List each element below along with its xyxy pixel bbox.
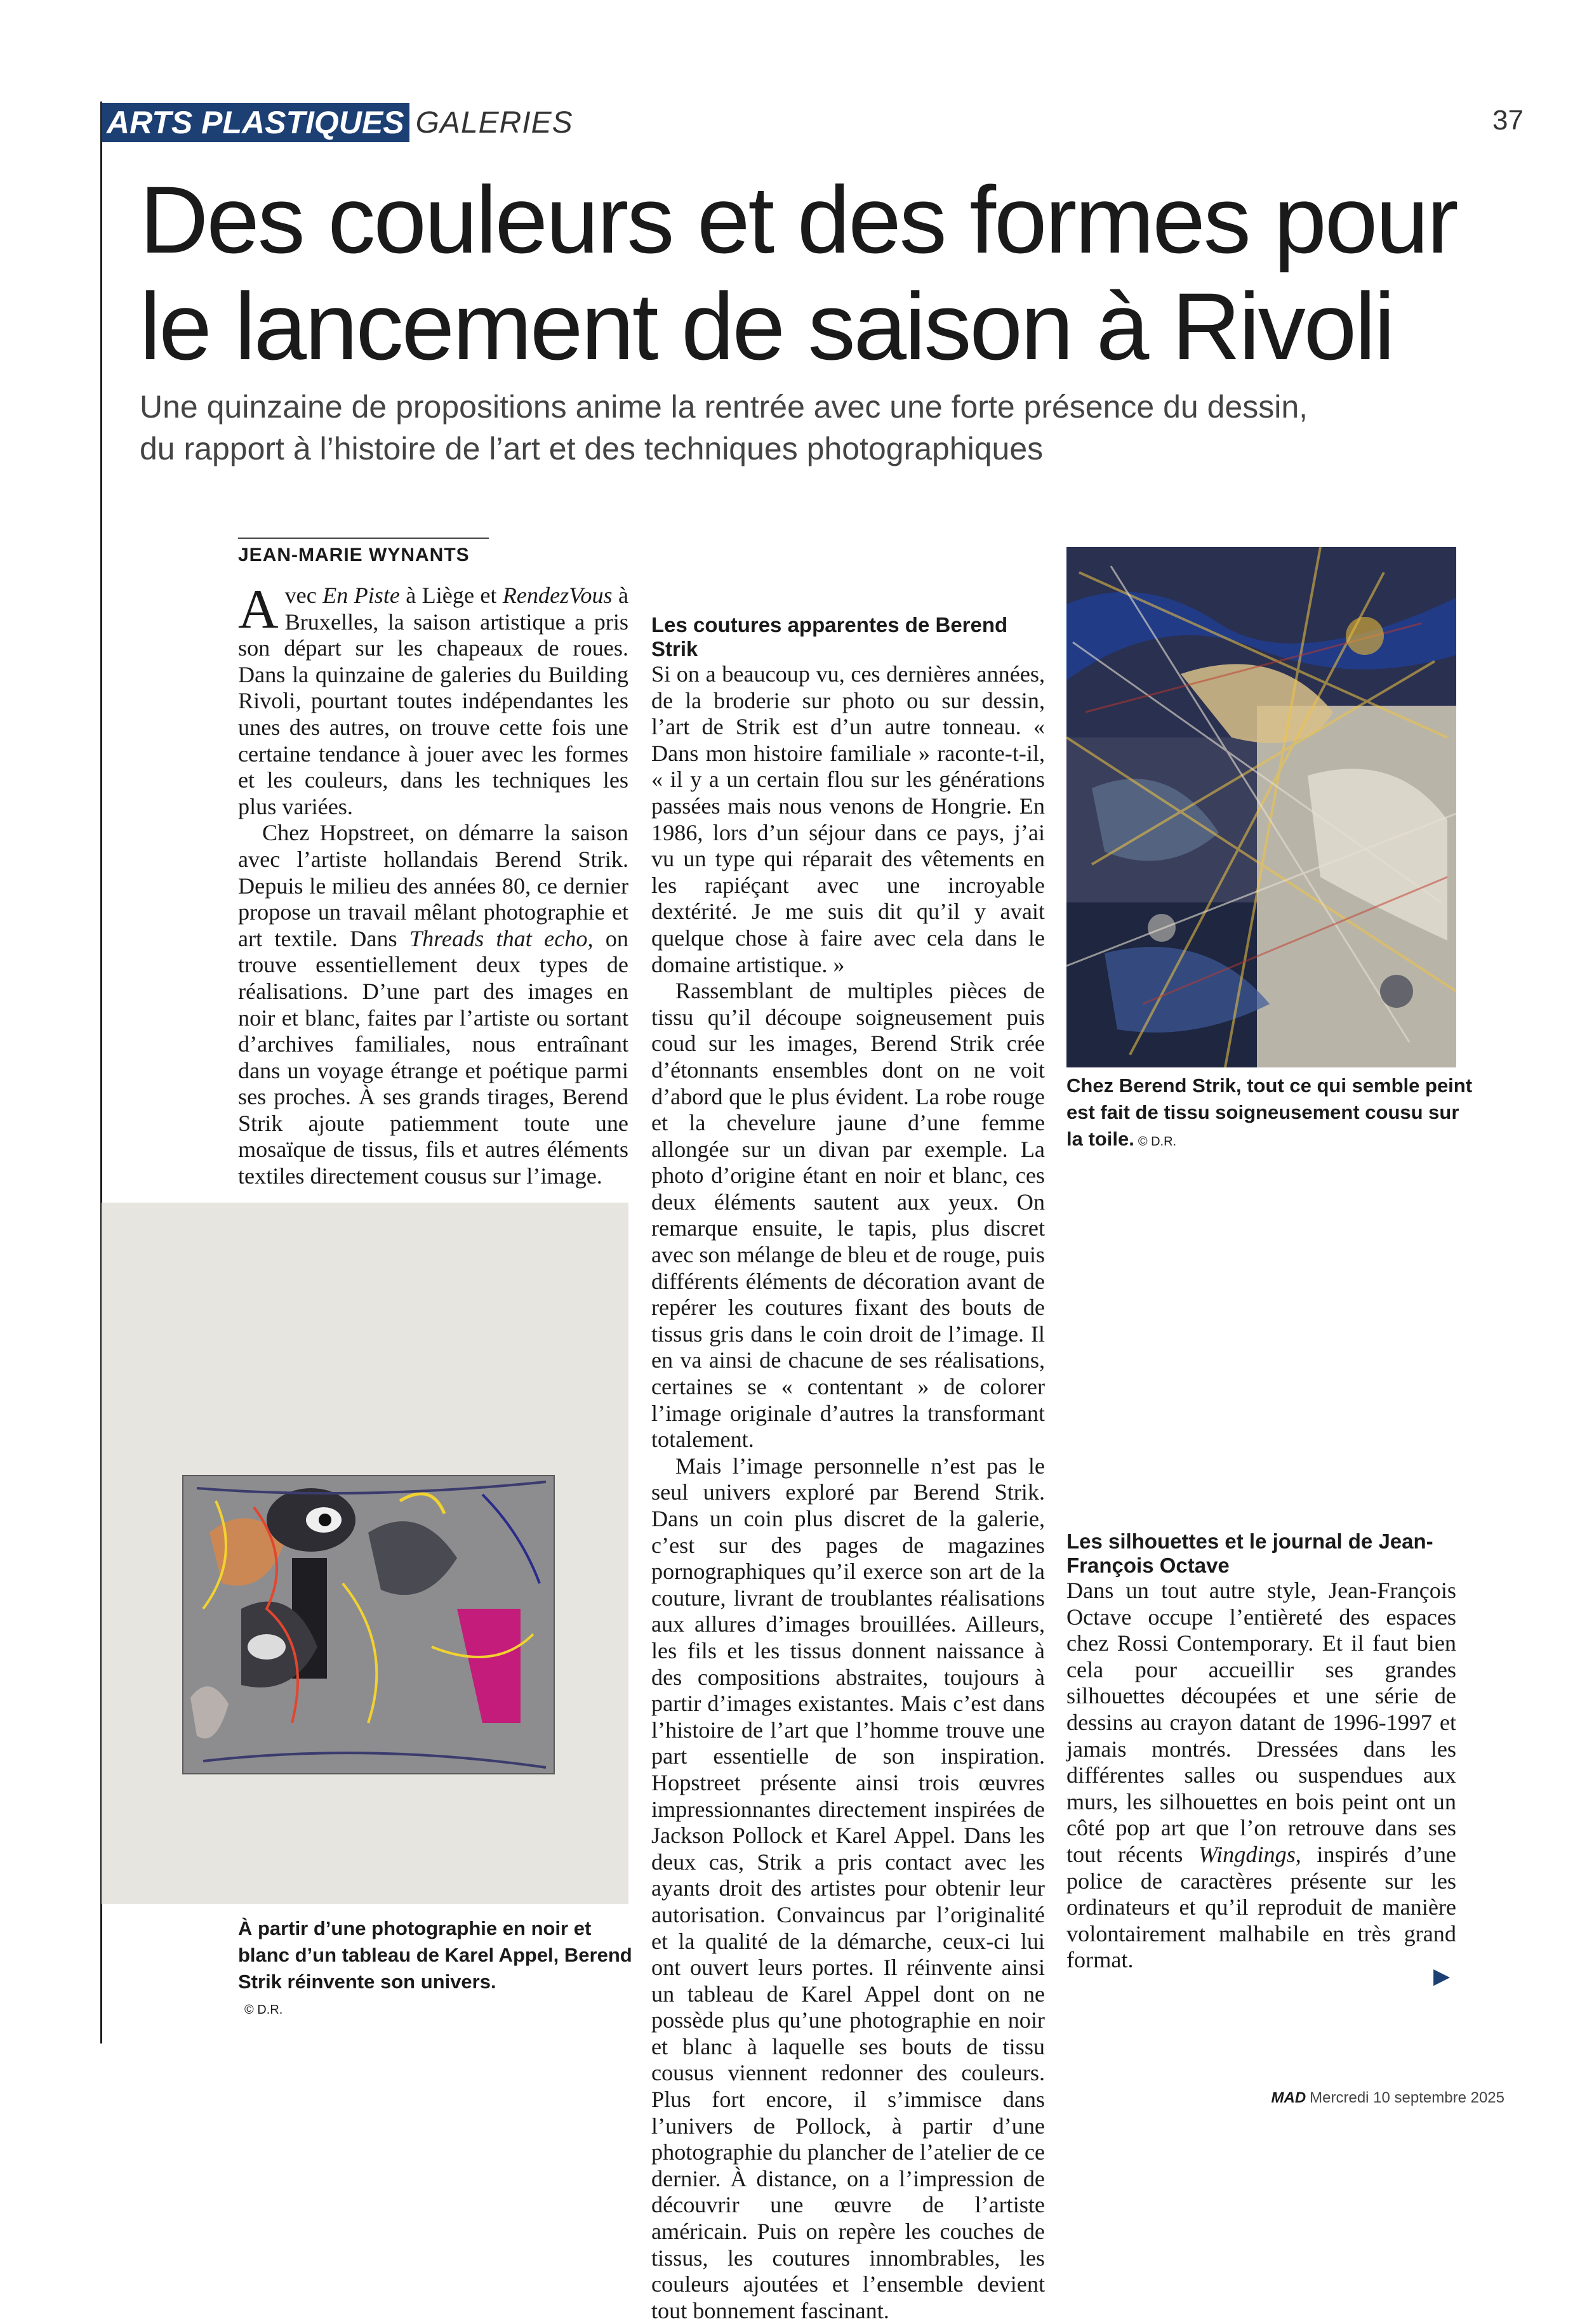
column-continuation-gap — [651, 543, 1045, 613]
paragraph: Chez Hopstreet, on démarre la saison avec l’artiste hollandais Berend Strik. Depuis le milieu des années 80, ce dernier propose un travail mêlant photographie et art textile. Dans Threads that echo, on trouve essentiellement deux types de réalisations. D’une part des images en noir et blanc, faites par l’artiste ou sortant d’archives familiales, nous entraînant dans un voyage étrange et poétique parmi ses proches. À ses grands tirages, Berend Strik ajoute patiemment toute une mosaïque de tissus, fils et autres éléments textiles directement cousus sur l’image. — [238, 820, 628, 1189]
paragraph: Rassemblant de multiples pièces de tissu qu’il découpe soigneusement puis coud sur les images, Berend Strik crée d’étonnants ensembles dont on ne voit d’abord que le plus évident. La robe rouge et la chevelure jaune d’une femme allongée sur un divan par exemple. La photo d’origine étant en noir et blanc, ces deux éléments sautent aux yeux. On remarque ensuite, le tapis, plus discret avec son mélange de bleu et de rouge, puis différents éléments de décoration avant de repérer les coutures fixant des bouts de tissus gris dans le coin droit de l’image. Il en va ainsi de chacune de ses réalisations, certaines se « contentant » de colorer l’image originale d’autres la transformant totalement. — [651, 978, 1045, 1453]
byline-rule — [238, 538, 489, 539]
paragraph: Avec En Piste à Liège et RendezVous à Bruxelles, la saison artistique a pris son départ sur les chapeaux de roues. Dans la quinzaine de galeries du Building Rivoli, pourtant toutes indépendantes les unes des autres, on trouve cette fois une certaine tendance à jouer avec les formes et les couleurs, dans les techniques les plus variées. — [238, 579, 629, 819]
paragraph: Mais l’image personnelle n’est pas le seul univers exploré par Berend Strik. Dans un coin plus discret de la galerie, c’est sur des pages de magazines pornographiques qu’il exerce son art de la couture, livrant de troublantes réalisations aux allures d’images brouillées. Ailleurs, les fils et les tissus donnent naissance à des compositions abstraites, toujours à partir d’images existantes. Mais c’est dans l’histoire de l’art que l’homme trouve une part essentielle de son inspiration. Hopstreet présente ainsi trois œuvres impressionnantes directement inspirées de Jackson Pollock et Karel Appel. Dans les deux cas, Strik a pris contact avec les ayants droit des artistes pour obtenir leur autorisation. Convaincus par l’originalité et la qualité de la démarche, ceux-ci lui ont ouvert leurs portes. Il réinvente ainsi un tableau de Karel Appel dont on ne possède plus qu’une photographie en noir et blanc à laquelle ses bouts de tissu cousus viennent redonner des couleurs. Plus fort encore, il s’immisce dans l’univers de Pollock, à partir d’une photographie du plancher de l’atelier de ce dernier. À distance, on a l’impression de découvrir une œuvre de l’artiste américain. Puis on repère les couches de tissus, les coutures innombrables, les couleurs ajoutées et l’ensemble devient tout bonnement fascinant. — [651, 1453, 1045, 2323]
drop-cap: A — [238, 579, 279, 640]
photo-credit: © D.R. — [244, 2003, 283, 2017]
abstract-textile-photo — [1066, 547, 1456, 1067]
photo-credit: © D.R. — [1138, 1135, 1177, 1149]
article-column-3 — [1066, 1168, 1456, 1974]
standfirst-line: du rapport à l’histoire de l’art et des techniques photographiques — [140, 431, 1044, 466]
section-rubric — [102, 103, 573, 142]
standfirst-line: Une quinzaine de propositions anime la rentrée avec une forte présence du dessin, — [140, 389, 1308, 425]
article-column-1 — [238, 579, 629, 1190]
column-continuation-gap — [1066, 1168, 1456, 1529]
appel-artwork-photo — [102, 1203, 628, 1904]
headline-line: Des couleurs et des formes pour — [140, 166, 1457, 273]
subheading: Les silhouettes et le journal de Jean-François Octave — [1066, 1529, 1433, 1577]
caption-appel-photo: À partir d’une photographie en noir et blanc d’un tableau de Karel Appel, Berend Strik réinvente son univers. — [238, 1917, 632, 1993]
section-label: ARTS PLASTIQUES — [102, 103, 409, 142]
paragraph: Si on a beaucoup vu, ces dernières années, de la broderie sur photo ou sur dessin, l’art de Strik est d’un autre tonneau. « Dans mon histoire familiale » raconte-t-il, « il y a un certain flou sur les générations passées mais nous venons de Hongrie. En 1986, lors d’un séjour dans ce pays, j’ai vu un type qui réparait des vêtements en les rapiéçant avec une incroyable dextérité. Je me suis dit qu’il y avait quelque chose à faire avec cela dans le domaine artistique. » — [651, 661, 1045, 977]
footer-date: Mercredi 10 septembre 2025 — [1310, 2089, 1504, 2106]
triangle-right-icon: ▶ — [1433, 1964, 1451, 1989]
page-footer — [1272, 2089, 1505, 2107]
subsection-label: GALERIES — [415, 105, 573, 140]
headline — [140, 166, 1473, 380]
caption-abstract-photo: Chez Berend Strik, tout ce qui semble peint est fait de tissu soigneusement cousu sur la toile. © D.R. — [1066, 1074, 1473, 1150]
paragraph: Dans un tout autre style, Jean-François Octave occupe l’entièreté des espaces chez Rossi Contemporary. Et il faut bien cela pour accueillir ses grandes silhouettes découpées et une série de dessins au crayon datant de 1996-1997 et jamais montrés. Dressées dans les différentes salles ou suspendues aux murs, les silhouettes en bois peint ont un côté pop art que l’on retrouve dans ses tout récents Wingdings, inspirés d’une police de caractères présente sur les ordinateurs et qu’il reproduit de manière volontairement malhabile en très grand format. — [1066, 1578, 1456, 1973]
subheading: Les coutures apparentes de Berend Strik — [651, 613, 1008, 661]
page-number: 37 — [1492, 105, 1524, 136]
headline-line: le lancement de saison à Rivoli — [140, 273, 1393, 380]
footer-brand: MAD — [1271, 2089, 1306, 2106]
standfirst — [140, 386, 1473, 470]
byline: JEAN-MARIE WYNANTS — [238, 545, 470, 565]
article-column-2 — [651, 543, 1045, 2324]
